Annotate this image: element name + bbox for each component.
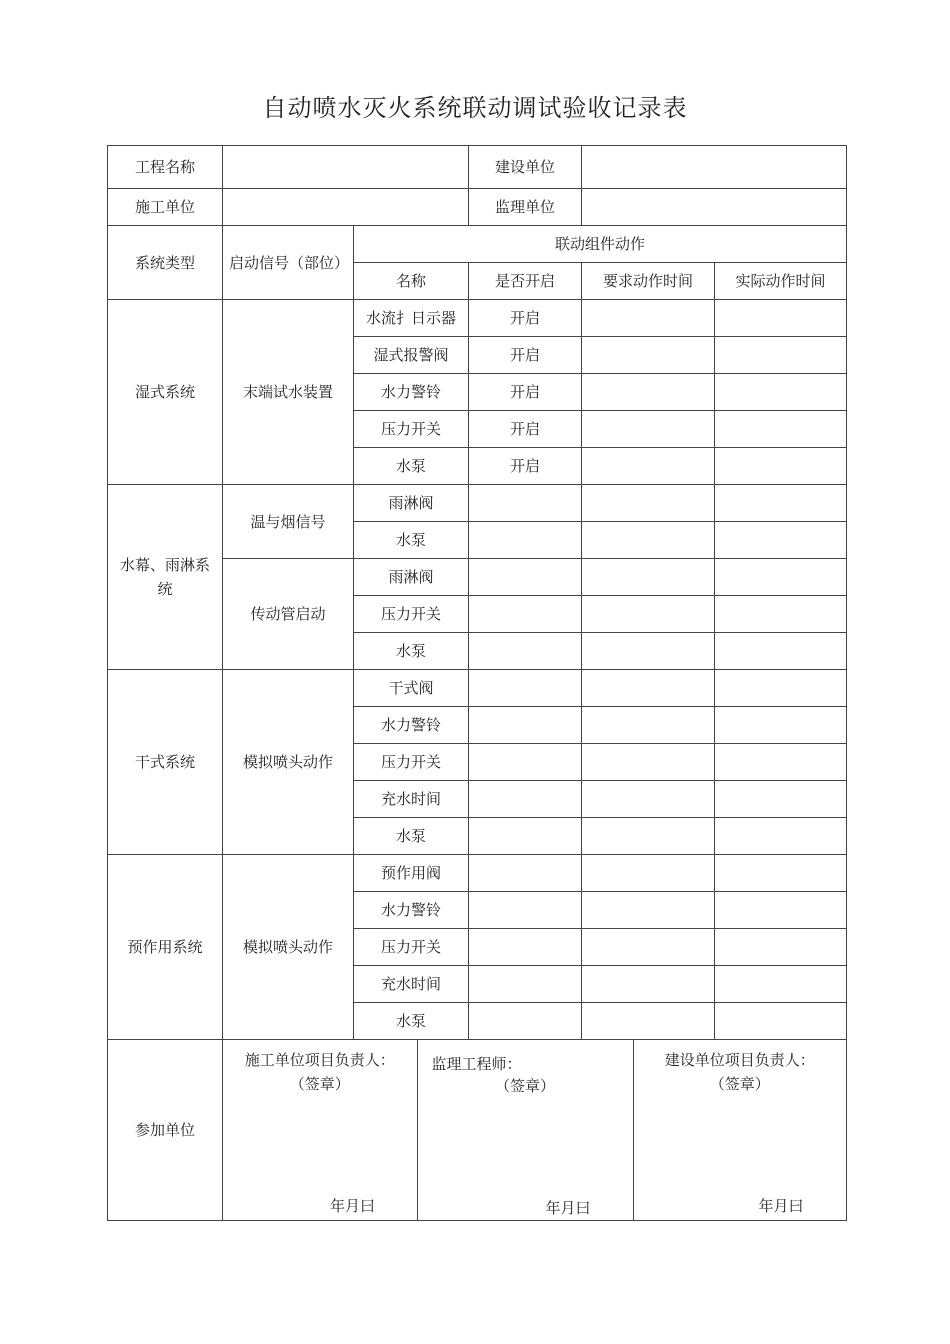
component-name: 水泵 (354, 522, 469, 559)
signal-deluge-smoke: 温与烟信号 (223, 485, 354, 559)
required-time-cell[interactable] (582, 707, 715, 744)
supervisor-stamp: （签章） (494, 1077, 555, 1095)
component-open: 开启 (469, 337, 582, 374)
required-time-cell[interactable] (582, 411, 715, 448)
component-open[interactable] (469, 559, 582, 596)
build-unit-field[interactable] (582, 146, 847, 189)
actual-time-cell[interactable] (715, 411, 847, 448)
owner-signature-block[interactable] (633, 1040, 846, 1220)
actual-time-cell[interactable] (715, 966, 847, 1003)
component-open[interactable] (469, 707, 582, 744)
actual-time-cell[interactable] (715, 670, 847, 707)
component-name: 水泵 (354, 633, 469, 670)
actual-time-cell[interactable] (715, 855, 847, 892)
actual-time-cell[interactable] (715, 596, 847, 633)
construction-date: 年月曰 (330, 1197, 376, 1215)
component-name: 干式阀 (354, 670, 469, 707)
construction-unit-label: 施工单位 (108, 189, 223, 226)
signature-area (223, 1040, 847, 1221)
component-name: 压力开关 (354, 596, 469, 633)
supervision-unit-label: 监理单位 (469, 189, 582, 226)
component-name: 压力开关 (354, 929, 469, 966)
required-time-cell[interactable] (582, 744, 715, 781)
acceptance-record-table (107, 145, 847, 1221)
actual-time-cell[interactable] (715, 707, 847, 744)
actual-time-cell[interactable] (715, 300, 847, 337)
component-open[interactable] (469, 892, 582, 929)
component-name: 水力警铃 (354, 374, 469, 411)
actual-time-cell[interactable] (715, 485, 847, 522)
required-time-cell[interactable] (582, 892, 715, 929)
component-open[interactable] (469, 670, 582, 707)
construction-manager-label: 施工单位项目负责人： (244, 1051, 395, 1069)
required-time-cell[interactable] (582, 300, 715, 337)
required-time-cell[interactable] (582, 522, 715, 559)
component-open: 开启 (469, 300, 582, 337)
required-time-cell[interactable] (582, 1003, 715, 1040)
project-name-label: 工程名称 (108, 146, 223, 189)
col-start-signal: 启动信号（部位） (223, 226, 354, 300)
component-name: 水泵 (354, 448, 469, 485)
actual-time-cell[interactable] (715, 448, 847, 485)
component-open: 开启 (469, 374, 582, 411)
project-name-field[interactable] (223, 146, 469, 189)
owner-stamp: （签章） (709, 1075, 770, 1093)
actual-time-cell[interactable] (715, 892, 847, 929)
required-time-cell[interactable] (582, 633, 715, 670)
actual-time-cell[interactable] (715, 559, 847, 596)
required-time-cell[interactable] (582, 781, 715, 818)
component-open: 开启 (469, 448, 582, 485)
component-open[interactable] (469, 485, 582, 522)
component-name: 水流扌日示器 (354, 300, 469, 337)
signal-wet: 末端试水装置 (223, 300, 354, 485)
component-name: 水泵 (354, 1003, 469, 1040)
required-time-cell[interactable] (582, 818, 715, 855)
supervisor-signature-block[interactable] (417, 1040, 633, 1220)
col-actual-time: 实际动作时间 (715, 263, 847, 300)
col-required-time: 要求动作时间 (582, 263, 715, 300)
component-open[interactable] (469, 522, 582, 559)
component-open[interactable] (469, 596, 582, 633)
supervisor-label: 监理工程师： (431, 1055, 522, 1073)
construction-stamp: （签章） (289, 1075, 350, 1093)
col-linkage-action: 联动组件动作 (354, 226, 847, 263)
col-name: 名称 (354, 263, 469, 300)
actual-time-cell[interactable] (715, 522, 847, 559)
component-name: 压力开关 (354, 744, 469, 781)
component-name: 水力警铃 (354, 892, 469, 929)
required-time-cell[interactable] (582, 596, 715, 633)
component-open[interactable] (469, 966, 582, 1003)
component-name: 压力开关 (354, 411, 469, 448)
actual-time-cell[interactable] (715, 929, 847, 966)
owner-manager-label: 建设单位项目负责人： (664, 1051, 815, 1069)
required-time-cell[interactable] (582, 559, 715, 596)
signature-table (223, 1040, 846, 1220)
component-open[interactable] (469, 818, 582, 855)
participants-label: 参加单位 (108, 1040, 223, 1221)
build-unit-label: 建设单位 (469, 146, 582, 189)
required-time-cell[interactable] (582, 448, 715, 485)
component-open[interactable] (469, 855, 582, 892)
col-is-open: 是否开启 (469, 263, 582, 300)
actual-time-cell[interactable] (715, 1003, 847, 1040)
actual-time-cell[interactable] (715, 744, 847, 781)
component-name: 充水时间 (354, 781, 469, 818)
required-time-cell[interactable] (582, 966, 715, 1003)
actual-time-cell[interactable] (715, 337, 847, 374)
owner-date: 年月曰 (758, 1197, 804, 1215)
component-open[interactable] (469, 929, 582, 966)
actual-time-cell[interactable] (715, 781, 847, 818)
required-time-cell[interactable] (582, 337, 715, 374)
component-open[interactable] (469, 744, 582, 781)
supervision-unit-field[interactable] (582, 189, 847, 226)
signal-dry: 模拟喷头动作 (223, 670, 354, 855)
actual-time-cell[interactable] (715, 633, 847, 670)
component-open[interactable] (469, 633, 582, 670)
construction-signature-block[interactable] (223, 1040, 417, 1220)
construction-unit-field[interactable] (223, 189, 469, 226)
signal-preaction: 模拟喷头动作 (223, 855, 354, 1040)
component-open[interactable] (469, 781, 582, 818)
required-time-cell[interactable] (582, 485, 715, 522)
component-open[interactable] (469, 1003, 582, 1040)
component-name: 雨淋阀 (354, 485, 469, 522)
required-time-cell[interactable] (582, 929, 715, 966)
required-time-cell[interactable] (582, 374, 715, 411)
required-time-cell[interactable] (582, 670, 715, 707)
component-name: 雨淋阀 (354, 559, 469, 596)
system-preaction: 预作用系统 (108, 855, 223, 1040)
system-dry: 干式系统 (108, 670, 223, 855)
actual-time-cell[interactable] (715, 818, 847, 855)
component-name: 湿式报警阀 (354, 337, 469, 374)
signal-deluge-pipe: 传动管启动 (223, 559, 354, 670)
required-time-cell[interactable] (582, 855, 715, 892)
supervisor-date: 年月曰 (545, 1199, 591, 1217)
component-name: 水泵 (354, 818, 469, 855)
page-title: 自动喷水灭火系统联动调试验收记录表 (262, 94, 688, 122)
col-system-type: 系统类型 (108, 226, 223, 300)
system-wet: 湿式系统 (108, 300, 223, 485)
component-name: 水力警铃 (354, 707, 469, 744)
component-name: 充水时间 (354, 966, 469, 1003)
component-open: 开启 (469, 411, 582, 448)
system-deluge: 水幕、雨淋系统 (108, 485, 223, 670)
actual-time-cell[interactable] (715, 374, 847, 411)
component-name: 预作用阀 (354, 855, 469, 892)
